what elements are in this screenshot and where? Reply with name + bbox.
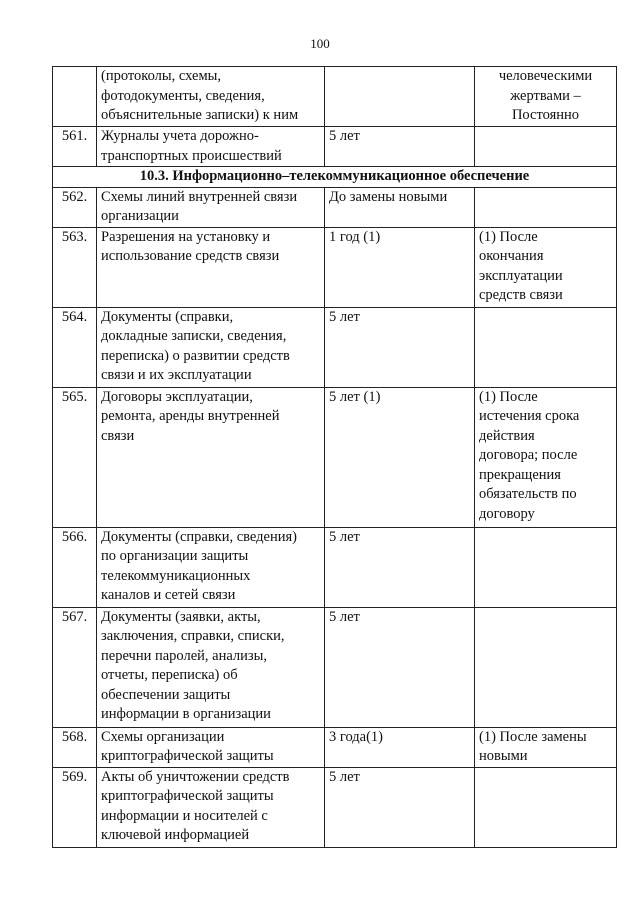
table-row (53, 727, 617, 767)
record-name-line: связи (101, 427, 135, 444)
record-name-line: организации (101, 208, 179, 224)
note-line: Постоянно (511, 107, 580, 123)
record-name-cell (97, 307, 325, 387)
retention-term-line: 5 лет (329, 528, 360, 545)
note-line: новыми (479, 748, 528, 764)
row-number: 564. (53, 307, 97, 387)
retention-term-line: 1 год (1) (329, 228, 381, 245)
record-name-line: по организации защиты (101, 548, 249, 564)
record-name-cell (97, 767, 325, 847)
record-name-line: обеспечении защиты (101, 686, 231, 703)
retention-term-line: 5 лет (329, 608, 360, 625)
retention-term-line: До замены новыми (329, 188, 448, 205)
record-name-line: объяснительные записки) к ним (101, 107, 299, 123)
record-name-line: телекоммуникационных (101, 567, 251, 584)
table-row (53, 187, 617, 227)
record-name-line: ключевой информацией (101, 827, 250, 843)
note-line: (1) После (479, 228, 538, 245)
row-number: 562. (53, 187, 97, 227)
row-number: 566. (53, 527, 97, 607)
record-name-line: информации и носителей с (101, 807, 268, 824)
retention-term-line: 5 лет (1) (329, 388, 381, 405)
note-line: истечения срока (479, 408, 580, 424)
note-line: договору (479, 505, 535, 522)
retention-term-line: 5 лет (329, 308, 360, 325)
retention-term-cell (325, 527, 475, 607)
row-number: 561. (53, 127, 97, 167)
note-line: средств связи (479, 287, 563, 303)
records-table (52, 66, 617, 848)
record-name-cell (97, 607, 325, 727)
table-row (53, 387, 617, 527)
note-cell (475, 187, 617, 227)
row-number: 569. (53, 767, 97, 847)
note-cell (475, 767, 617, 847)
record-name-cell (97, 67, 325, 127)
note-cell (475, 387, 617, 527)
note-cell (475, 727, 617, 767)
record-name-line: отчеты, переписка) об (101, 667, 238, 683)
retention-term-cell (325, 607, 475, 727)
record-name-line: переписка) о развитии средств (101, 347, 290, 364)
retention-term-cell (325, 727, 475, 767)
record-name-line: Документы (справки, сведения) (101, 528, 297, 545)
table-row (53, 67, 617, 127)
retention-term-cell (325, 227, 475, 307)
table-row (53, 307, 617, 387)
row-number: 563. (53, 227, 97, 307)
note-line: эксплуатации (479, 267, 563, 284)
note-cell (475, 307, 617, 387)
record-name-line: Документы (заявки, акты, (101, 608, 261, 625)
record-name-line: Акты об уничтожении средств (101, 768, 290, 785)
record-name-cell (97, 387, 325, 527)
note-line: человеческими (498, 68, 593, 84)
record-name-line: криптографической защиты (101, 788, 274, 804)
retention-term-line: 3 года(1) (329, 728, 384, 745)
row-number: 568. (53, 727, 97, 767)
note-line: (1) После замены (479, 728, 587, 745)
note-cell (475, 67, 617, 127)
record-name-cell (97, 187, 325, 227)
record-name-line: перечни паролей, анализы, (101, 647, 267, 664)
note-line: прекращения (479, 466, 561, 483)
record-name-line: криптографической защиты (101, 748, 274, 764)
table-row (53, 767, 617, 847)
row-number (53, 67, 97, 127)
record-name-line: использование средств связи (101, 248, 280, 264)
record-name-line: Документы (справки, (101, 308, 234, 325)
note-cell (475, 607, 617, 727)
record-name-cell (97, 727, 325, 767)
record-name-cell (97, 127, 325, 167)
note-cell (475, 127, 617, 167)
note-line: жертвами – (510, 87, 581, 104)
note-cell (475, 227, 617, 307)
record-name-line: связи и их эксплуатации (101, 367, 252, 383)
retention-term-line: 5 лет (329, 128, 360, 144)
record-name-line: (протоколы, схемы, (101, 68, 222, 84)
table-row (53, 527, 617, 607)
table-body-before (53, 67, 617, 167)
note-line: обязательств по (479, 486, 577, 502)
table-row (53, 127, 617, 167)
record-name-line: ремонта, аренды внутренней (101, 408, 280, 424)
page-number: 100 (310, 36, 330, 51)
retention-term-cell (325, 187, 475, 227)
row-number: 565. (53, 387, 97, 527)
retention-term-cell (325, 307, 475, 387)
record-name-line: Журналы учета дорожно- (101, 128, 259, 144)
record-name-line: фотодокументы, сведения, (101, 87, 265, 104)
record-name-line: Схемы линий внутренней связи (101, 188, 298, 205)
note-line: действия (479, 427, 535, 444)
row-number: 567. (53, 607, 97, 727)
section-title: 10.3. Информационно–телекоммуникационное обеспечение (53, 167, 617, 188)
retention-term-line: 5 лет (329, 768, 360, 785)
note-line: (1) После (479, 388, 538, 405)
retention-term-cell (325, 127, 475, 167)
record-name-line: заключения, справки, списки, (101, 628, 285, 644)
record-name-cell (97, 227, 325, 307)
record-name-line: Разрешения на установку и (101, 228, 271, 245)
record-name-cell (97, 527, 325, 607)
note-line: договора; после (479, 447, 578, 463)
note-line: окончания (479, 248, 544, 264)
record-name-line: каналов и сетей связи (101, 587, 236, 603)
record-name-line: Схемы организации (101, 728, 225, 745)
record-name-line: транспортных происшествий (101, 147, 282, 164)
section-header-row (53, 167, 617, 188)
retention-term-cell (325, 67, 475, 127)
record-name-line: докладные записки, сведения, (101, 328, 287, 344)
retention-term-cell (325, 387, 475, 527)
record-name-line: Договоры эксплуатации, (101, 388, 253, 405)
table-body-after (53, 187, 617, 847)
note-cell (475, 527, 617, 607)
retention-term-cell (325, 767, 475, 847)
table-row (53, 227, 617, 307)
record-name-line: информации в организации (101, 706, 271, 722)
table-row (53, 607, 617, 727)
section-header-body (53, 167, 617, 188)
